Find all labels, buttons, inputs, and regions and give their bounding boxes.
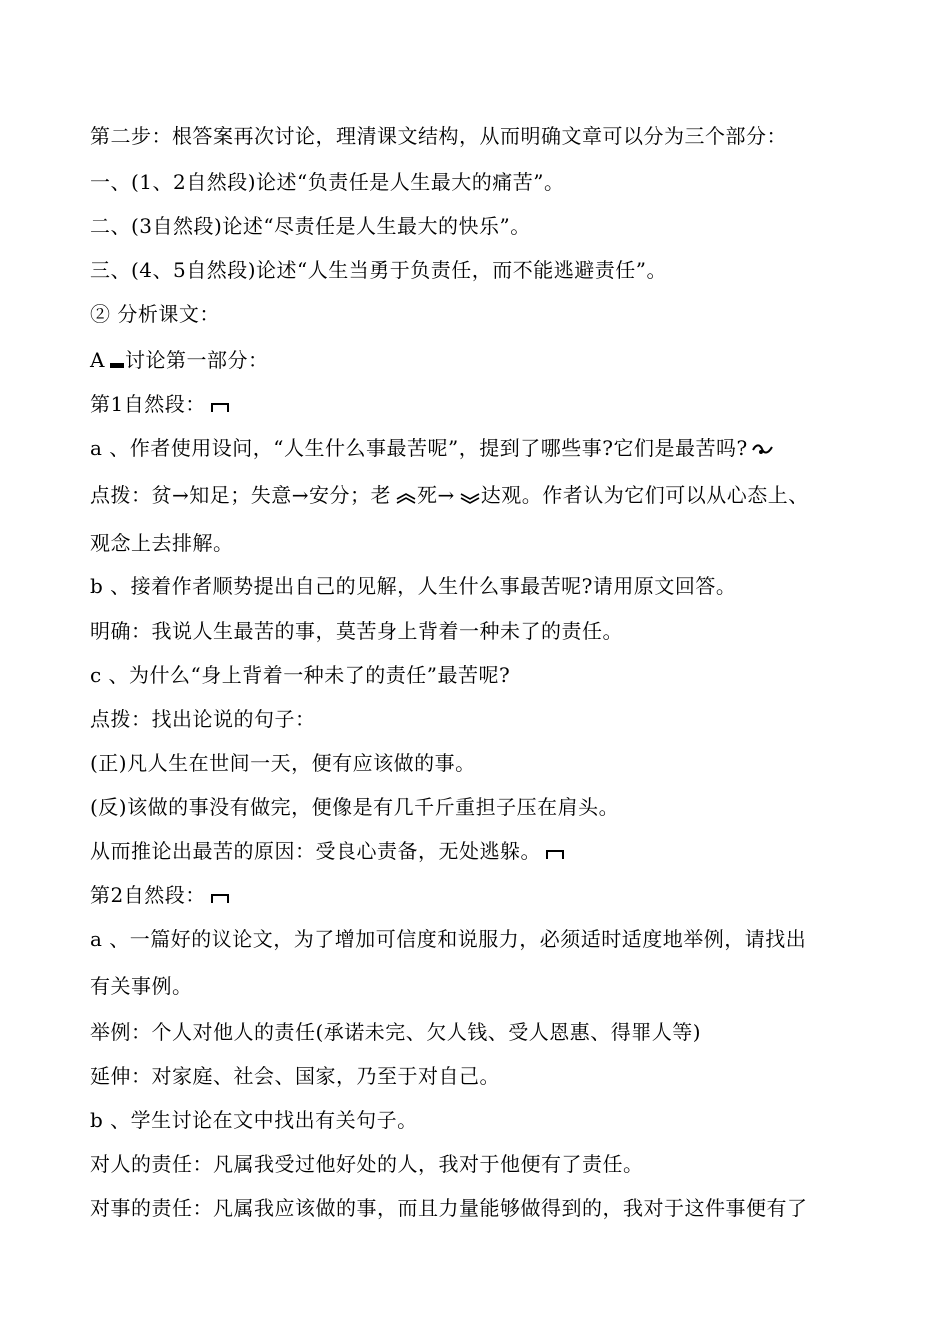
question-2a-line-one: a 、一篇好的议论文，为了增加可信度和说服力，必须适时适度地举例，请找出	[90, 927, 807, 951]
responsibility-to-people: 对人的责任：凡属我受过他好处的人，我对于他便有了责任。	[90, 1152, 644, 1176]
bracket-mark-icon	[210, 392, 230, 420]
structure-part-one: 一、(1、2自然段)论述“负责任是人生最大的痛苦”。	[90, 170, 565, 194]
double-caret-down-icon	[459, 483, 481, 511]
structure-part-two: 二、(3自然段)论述“尽责任是人生最大的快乐”。	[90, 214, 531, 238]
question-a: a 、作者使用设问，“人生什么事最苦呢”，提到了哪些事?它们是最苦吗?	[90, 434, 774, 464]
negative-sentence: (反)该做的事没有做完，便像是有几千斤重担子压在肩头。	[90, 795, 620, 819]
question-2b: b 、学生讨论在文中找出有关句子。	[90, 1108, 418, 1132]
paragraph-two-heading: 第2自然段：	[90, 881, 230, 911]
question-b: b 、接着作者顺势提出自己的见解，人生什么事最苦呢?请用原文回答。	[90, 574, 737, 598]
example-line: 举例：个人对他人的责任(承诺未完、欠人钱、受人恩惠、得罪人等)	[90, 1020, 702, 1044]
question-2a-line-two: 有关事例。	[90, 974, 193, 998]
positive-sentence: (正)凡人生在世间一天，便有应该做的事。	[90, 751, 476, 775]
hint-line-two: 观念上去排解。	[90, 531, 234, 555]
hint-line-one: 点拨：贫→知足；失意→安分；老 死→ 达观。作者认为它们可以从心态上、	[90, 481, 809, 511]
structure-part-three: 三、(4、5自然段)论述“人生当勇于负责任，而不能逃避责任”。	[90, 258, 668, 282]
analysis-heading: ② 分析课文：	[90, 302, 220, 326]
part-one-heading: A 讨论第一部分：	[90, 346, 268, 376]
bracket-mark-icon	[210, 883, 230, 911]
step-two-heading: 第二步：根答案再次讨论，理清课文结构，从而明确文章可以分为三个部分：	[90, 124, 787, 148]
swirl-mark-icon	[752, 436, 774, 464]
answer-b: 明确：我说人生最苦的事，莫苦身上背着一种未了的责任。	[90, 619, 623, 643]
question-c: c 、为什么“身上背着一种未了的责任”最苦呢?	[90, 663, 511, 687]
bracket-mark-icon	[545, 839, 565, 867]
hint-c: 点拨：找出论说的句子：	[90, 707, 316, 731]
paragraph-one-heading: 第1自然段：	[90, 390, 230, 420]
double-caret-up-icon	[395, 483, 417, 511]
bracket-mark-icon	[109, 348, 125, 376]
conclusion-line: 从而推论出最苦的原因：受良心责备，无处逃躲。	[90, 837, 565, 867]
responsibility-to-things: 对事的责任：凡属我应该做的事，而且力量能够做得到的，我对于这件事便有了	[90, 1196, 808, 1220]
extension-line: 延伸：对家庭、社会、国家，乃至于对自己。	[90, 1064, 500, 1088]
